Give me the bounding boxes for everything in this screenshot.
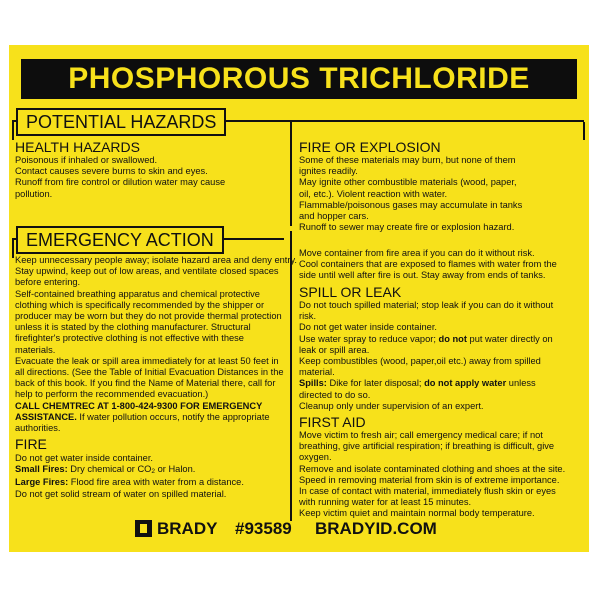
column-divider: [290, 122, 292, 226]
sign-label: [9, 45, 589, 552]
emergency-action-heading: EMERGENCY ACTION: [16, 226, 224, 254]
website: BRADYID.COM: [315, 519, 437, 538]
health-hazards-title: HEALTH HAZARDS: [15, 139, 140, 155]
brand-name: BRADY: [157, 519, 218, 538]
first-aid-text: Move victim to fresh air; call emergency medical care; if not breathing, give artificial respiration; if breathing is difficult, give oxygen. Remove and isolate contaminated clothing and shoes at the site. Speed in removing material from skin is of extreme importance. In case of contact with material, immediately flush skin or eyes with running water for at least 15 minutes. Keep victim quiet and maintain normal body temperature.: [299, 430, 566, 519]
emergency-action-banner: [12, 226, 284, 252]
emergency-action-text: Keep unnecessary people away; isolate hazard area and deny entry. Stay upwind, keep out of low areas, and ventilate closed spaces before entering. Self-contained breathing apparatus and chemical protective clothing which is specifically recommended by the shipper or producer may be worn but they do not provide thermal protection unless it is stated by the clothing manufacturer. Structural firefighter's protective clothing is not effective with these materials. Evacuate the leak or spill area immediately for at least 50 feet in all directions. (See the Table of Initial Evacuation Distances in the back of this book. If you find the Name of Material there, call for help to perform the recommended evacuation.) CALL CHEMTREC AT 1-800-424-9300 FOR EMERGENCY ASSISTANCE. If water pollution occurs, notify the appropriate authorities.: [15, 255, 298, 434]
bracket-tick: [12, 122, 14, 140]
bracket-tick: [583, 122, 585, 140]
brady-logo-icon: [135, 520, 152, 537]
fire-text: Do not get water inside container. Small Fires: Dry chemical or CO2 or Halon. Large Fires: Flood fire area with water from a distance. Do not get solid stream of water on spilled material.: [15, 453, 244, 499]
brand-footer: [135, 518, 575, 540]
first-aid-title: FIRST AID: [299, 414, 366, 430]
fire-explosion-text: Some of these materials may burn, but none of them ignites readily. May ignite other combustible materials (wood, paper, oil, etc.). Violent reaction with water. Flammable/poisonous gases may accumulate in tanks and hopper cars. Runoff to sewer may create fire or explosion hazard.: [299, 155, 523, 233]
potential-hazards-banner: [12, 108, 584, 134]
bracket-tick: [12, 240, 14, 258]
potential-hazards-heading: POTENTIAL HAZARDS: [16, 108, 226, 136]
spill-leak-title: SPILL OR LEAK: [299, 284, 402, 300]
fire-title: FIRE: [15, 436, 47, 452]
spill-leak-text: Do not touch spilled material; stop leak if you can do it without risk. Do not get water inside container. Use water spray to reduce vapor; do not put water directly on leak or spill area. Keep combustibles (wood, paper,oil etc.) away from spilled material. Spills: Dike for later disposal; do not apply water unless directed to do so. Cleanup only under supervision of an expert.: [299, 300, 554, 411]
sign-title: PHOSPHOROUS TRICHLORIDE: [21, 59, 577, 99]
fire-explosion-title: FIRE OR EXPLOSION: [299, 139, 441, 155]
health-hazards-text: Poisonous if inhaled or swallowed. Contact causes severe burns to skin and eyes. Runoff from fire control or dilution water may cause pollution.: [15, 155, 226, 199]
container-instructions: Move container from fire area if you can do it without risk. Cool containers that are exposed to flames with water from the side until well after fire is out. Stay away from ends of tanks.: [299, 248, 557, 281]
part-number: #93589: [235, 519, 292, 538]
